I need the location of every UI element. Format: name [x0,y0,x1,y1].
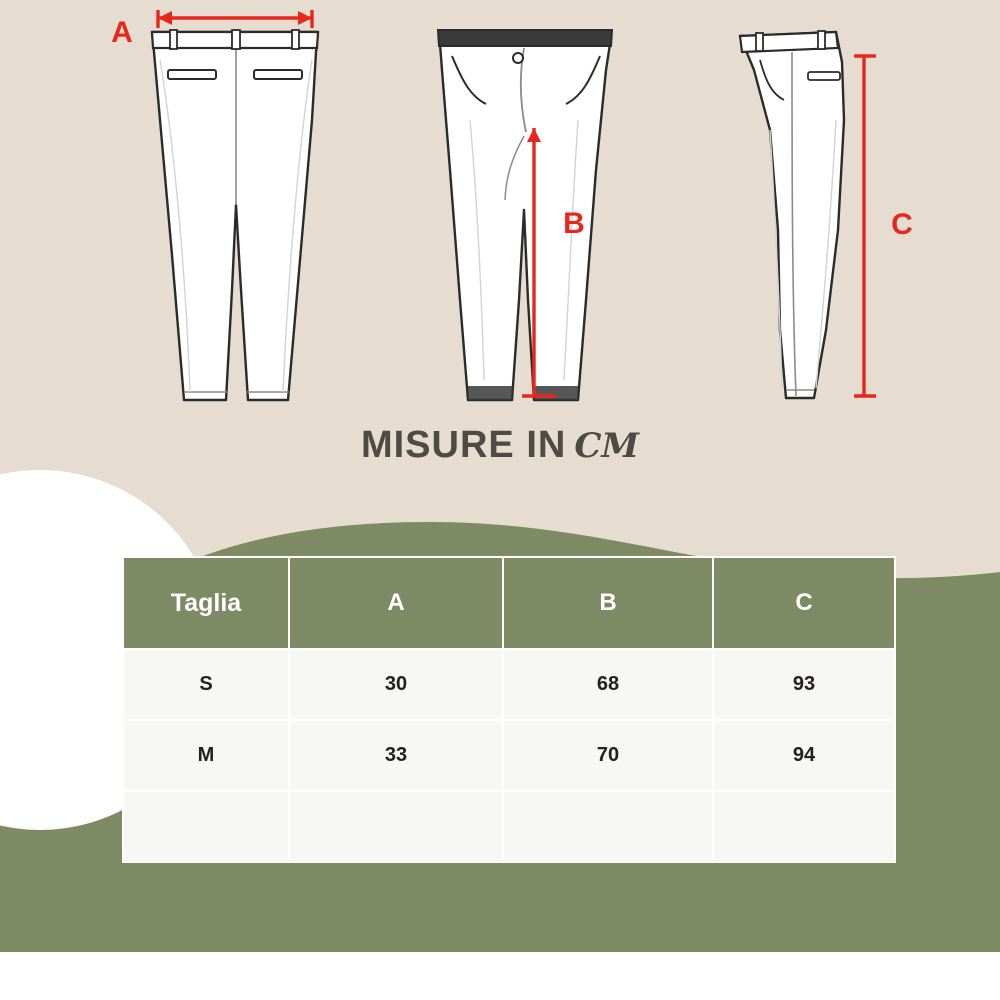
header-a: A [289,557,503,649]
trousers-back-view [152,30,318,400]
size-table-body [123,649,895,862]
cell-c: 93 [713,649,895,720]
measure-line-c [854,56,876,396]
table-row [123,649,895,720]
measure-line-a [158,10,312,28]
cell-c: 94 [713,720,895,791]
table-row [123,720,895,791]
header-b: B [503,557,713,649]
cell-size: S [123,649,289,720]
cell-a: 33 [289,720,503,791]
size-table [122,556,896,863]
background-white-strip [0,952,1000,1000]
measure-label-a: A [111,16,133,49]
size-table-wrapper [122,556,878,863]
trousers-front-view [438,30,612,400]
cell-size [123,791,289,862]
measure-caption-text: MISURE IN [360,424,567,466]
table-row-empty [123,791,895,862]
cell-b: 68 [503,649,713,720]
measure-caption [0,424,1000,467]
header-c: C [713,557,895,649]
measure-label-c: C [891,208,913,241]
trousers-illustrations [0,0,1000,430]
size-table-head [123,557,895,649]
measure-caption-unit: CM [574,426,640,466]
trousers-side-view [740,31,844,398]
cell-b: 70 [503,720,713,791]
cell-a: 30 [289,649,503,720]
cell-a [289,791,503,862]
cell-b [503,791,713,862]
cell-c [713,791,895,862]
measure-label-b: B [563,207,585,240]
cell-size: M [123,720,289,791]
header-taglia: Taglia [123,557,289,649]
table-header-row [123,557,895,649]
